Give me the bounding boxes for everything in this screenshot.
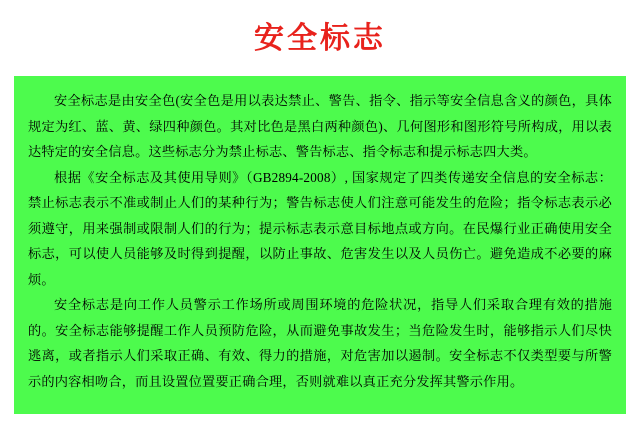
paragraph-1: 安全标志是由安全色(安全色是用以表达禁止、警告、指令、指示等安全信息含义的颜色，具体规定为红、蓝、黄、绿四种颜色。其对比色是黑白两种颜色)、几何图形和图形符号所构成，用以表达特定的安全信息。这些标志分为禁止标志、警告标志、指令标志和提示标志四大类。 xyxy=(28,93,612,159)
page-title: 安全标志 xyxy=(254,22,386,55)
paragraph-3: 安全标志是向工作人员警示工作场所或周围环境的危险状况，指导人们采取合理有效的措施的。安全标志能够提醒工作人员预防危险，从而避免事故发生；当危险发生时，能够指示人们尽快逃离，或者指示人们采取正确、有效、得力的措施，对危害加以遏制。安全标志不仅类型要与所警示的内容相吻合，而且设置位置要正确合理，否则就难以真正充分发挥其警示作用。 xyxy=(28,297,612,389)
highlighted-text-block xyxy=(14,76,626,414)
paragraph-2: 根据《安全标志及其使用导则》（GB2894-2008）, 国家规定了四类传递安全信息的安全标志：禁止标志表示不准或制止人们的某种行为；警告标志使人们注意可能发生的危险；指令标志表示必须遵守，用来强制或限制人们的行为；提示标志表示意目标地点或方向。在民爆行业正确使用安全标志，可以使人员能够及时得到提醒，以防止事故、危害发生以及人员伤亡。避免造成不必要的麻烦。 xyxy=(28,169,612,287)
